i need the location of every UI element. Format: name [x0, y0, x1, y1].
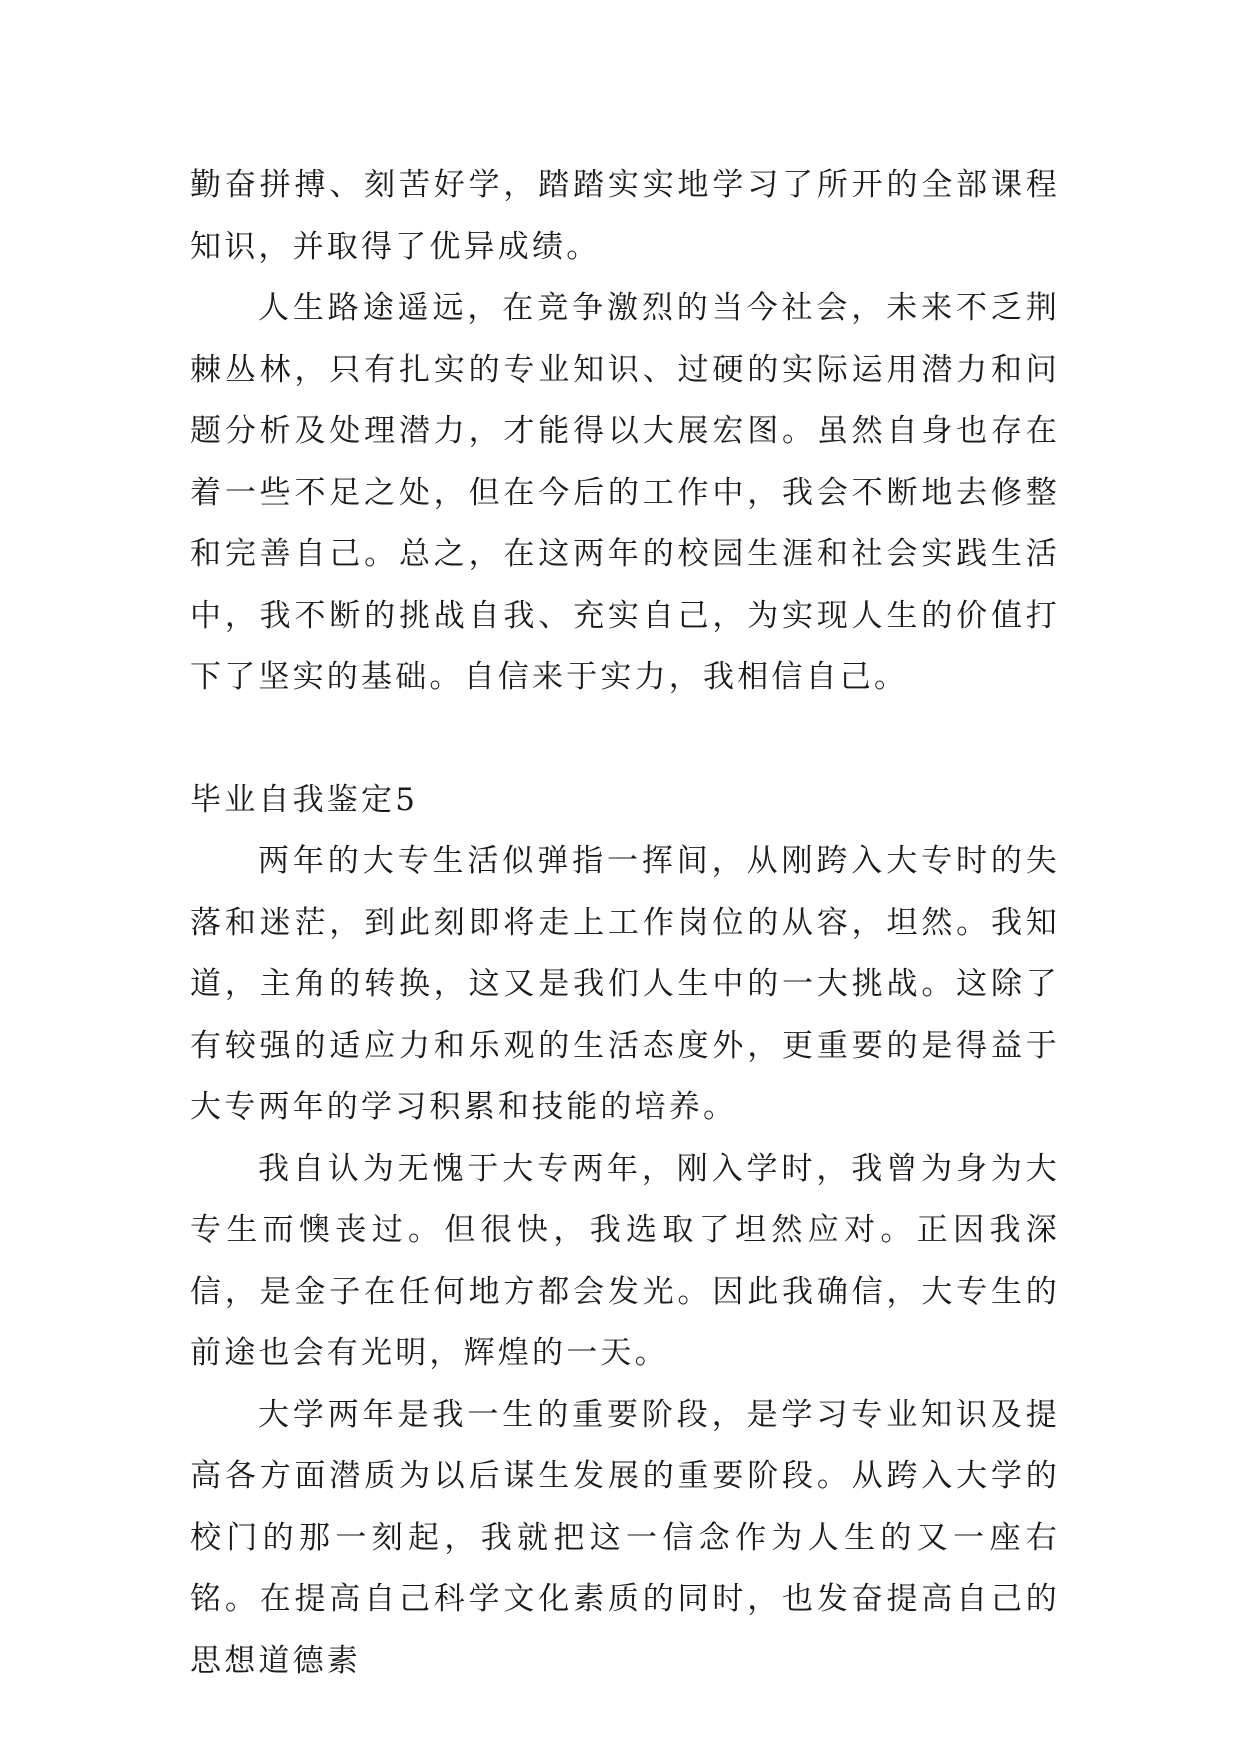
document-body: [190, 155, 1060, 1692]
paragraph-university: 大学两年是我一生的重要阶段，是学习专业知识及提高各方面潜质为以后谋生发展的重要阶段。从跨入大学的校门的那一刻起，我就把这一信念作为人生的又一座右铭。在提高自己科学文化素质的同时，也发奋提高自己的思想道德素: [190, 1396, 1060, 1679]
paragraph-conclusion: 人生路途遥远，在竞争激烈的当今社会，未来不乏荆棘丛林，只有扎实的专业知识、过硬的实际运用潜力和问题分析及处理潜力，才能得以大展宏图。虽然自身也存在着一些不足之处，但在今后的工作中，我会不断地去修整和完善自己。总之，在这两年的校园生涯和社会实践生活中，我不断的挑战自我、充实自己，为实现人生的价值打下了坚实的基础。自信来于实力，我相信自己。: [190, 290, 1060, 695]
paragraph-intro: 两年的大专生活似弹指一挥间，从刚跨入大专时的失落和迷茫，到此刻即将走上工作岗位的从容，坦然。我知道，主角的转换，这又是我们人生中的一大挑战。这除了有较强的适应力和乐观的生活态度外，更重要的是得益于大专两年的学习积累和技能的培养。: [190, 843, 1060, 1125]
section-heading: 毕业自我鉴定5: [190, 781, 419, 818]
paragraph-continued: 勤奋拼搏、刻苦好学，踏踏实实地学习了所开的全部课程知识，并取得了优异成绩。: [190, 167, 1060, 265]
paragraph-reflection: 我自认为无愧于大专两年，刚入学时，我曾为身为大专生而懊丧过。但很快，我选取了坦然应对。正因我深信，是金子在任何地方都会发光。因此我确信，大专生的前途也会有光明，辉煌的一天。: [190, 1150, 1060, 1371]
